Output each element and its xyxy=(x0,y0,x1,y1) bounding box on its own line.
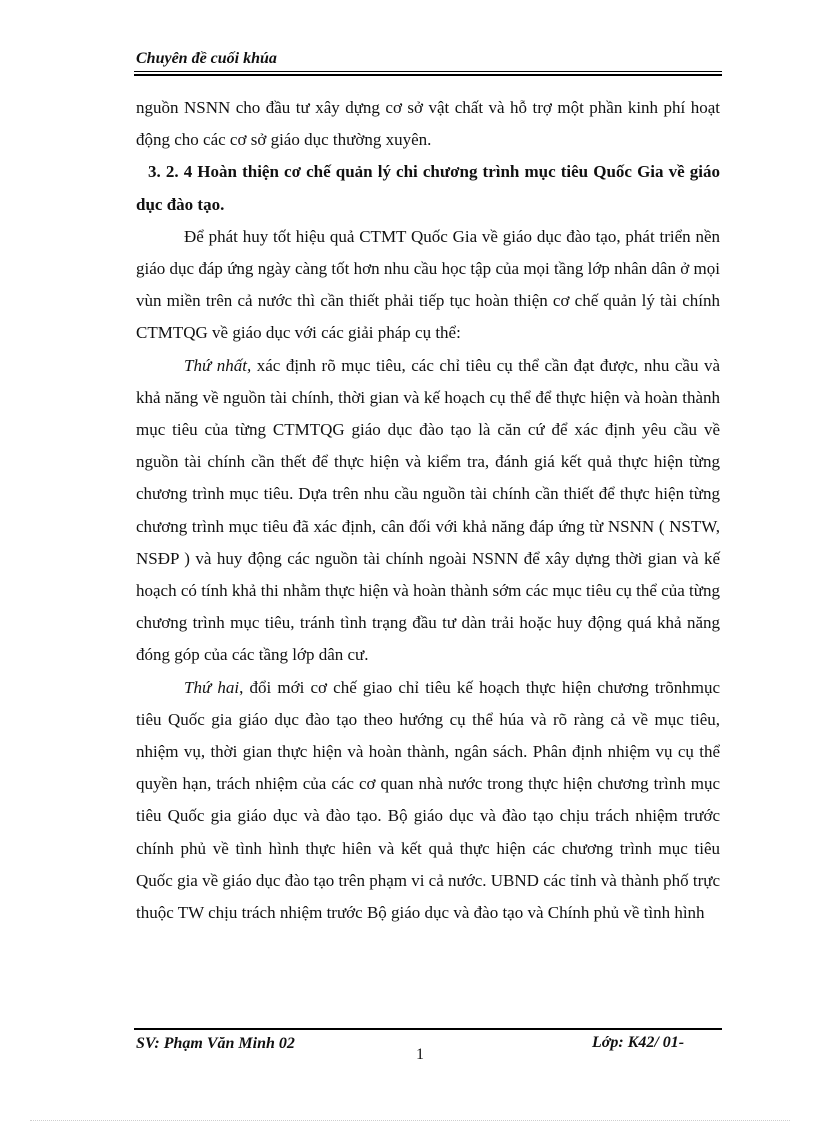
paragraph-first-text: xác định rõ mục tiêu, các chỉ tiêu cụ thể cần đạt được, nhu cầu và khả năng về nguồn tài chính, thời gian và kế hoạch cụ thể để thực hiện và hoàn thành mục tiêu của từng CTMTQG giáo dục đào tạo là căn cứ để xác định yêu cầu về nguồn tài chính cần thết để thực hiện và kiểm tra, đánh giá kết quả thực hiện từng chương trình mục tiêu. Dựa trên nhu cầu nguồn tài chính cần thiết để thực hiện từng chương trình mục tiêu đã xác định, cân đối với khả năng đáp ứng từ NSNN ( NSTW, NSĐP ) và huy động các nguồn tài chính ngoài NSNN để xây dựng thời gian và kế hoạch có tính khả thi nhằm thực hiện và hoàn thành sớm các mục tiêu cụ thể của từng chương trình mục tiêu, tránh tình trạng đầu tư dàn trải hoặc huy động quá khả năng đóng góp của các tầng lớp dân cư. xyxy=(136,355,720,665)
header-rule-thin xyxy=(134,71,722,72)
header-title: Chuyên đề cuối khúa xyxy=(136,50,277,67)
header-rule-thick xyxy=(134,74,722,76)
footer-class: Lớp: K42/ 01- xyxy=(592,1034,685,1051)
paragraph-second-text: , đổi mới cơ chế giao chỉ tiêu kế hoạch thực hiện chương trõnhmục tiêu Quốc gia giáo dục đào tạo theo hướng cụ thể húa và rõ ràng cả về mục tiêu, nhiệm vụ, thời gian thực hiện và hoàn thành, ngân sách. Phân định nhiệm vụ cụ thể quyền hạn, trách nhiệm của các cơ quan nhà nước trong thực hiện chương trình mục tiêu Quốc gia giáo dục và đào tạo. Bộ giáo dục và đào tạo chịu trách nhiệm trước chính phủ về tình hình thực hiên và kết quả thực hiện các chương trình mục tiêu Quốc gia về giáo dục đào tạo trên phạm vi cả nước. UBND các tỉnh và thành phố trực thuộc TW chịu trách nhiệm trước Bộ giáo dục và đào tạo và Chính phủ về tình hình xyxy=(136,677,720,923)
page-edge xyxy=(30,1120,790,1121)
paragraph-first xyxy=(136,350,720,672)
paragraph-second xyxy=(136,672,720,930)
footer-rule xyxy=(134,1028,722,1030)
footer-student: SV: Phạm Văn Minh 02 xyxy=(136,1035,295,1052)
section-heading: 3. 2. 4 Hoàn thiện cơ chế quản lý chi chương trình mục tiêu Quốc Gia về giáo dục đào tạo. xyxy=(136,162,720,214)
paragraph-second-lead: Thứ hai xyxy=(184,677,240,697)
paragraph-intro: Để phát huy tốt hiệu quả CTMT Quốc Gia về giáo dục đào tạo, phát triển nền giáo dục đáp ứng ngày càng tốt hơn nhu cầu học tập của mọi tầng lớp nhân dân ở mọi vùn miền trên cả nước thì cần thiết phải tiếp tục hoàn thiện cơ chế quản lý tài chính CTMTQG về giáo dục với các giải pháp cụ thể: xyxy=(136,226,720,343)
document-body xyxy=(136,92,720,929)
paragraph-continuation: nguồn NSNN cho đầu tư xây dựng cơ sở vật chất và hỗ trợ một phần kinh phí hoạt động cho các cơ sở giáo dục thường xuyên. xyxy=(136,98,720,150)
page-number: 1 xyxy=(416,1046,424,1063)
paragraph-first-lead: Thứ nhất, xyxy=(184,355,252,375)
